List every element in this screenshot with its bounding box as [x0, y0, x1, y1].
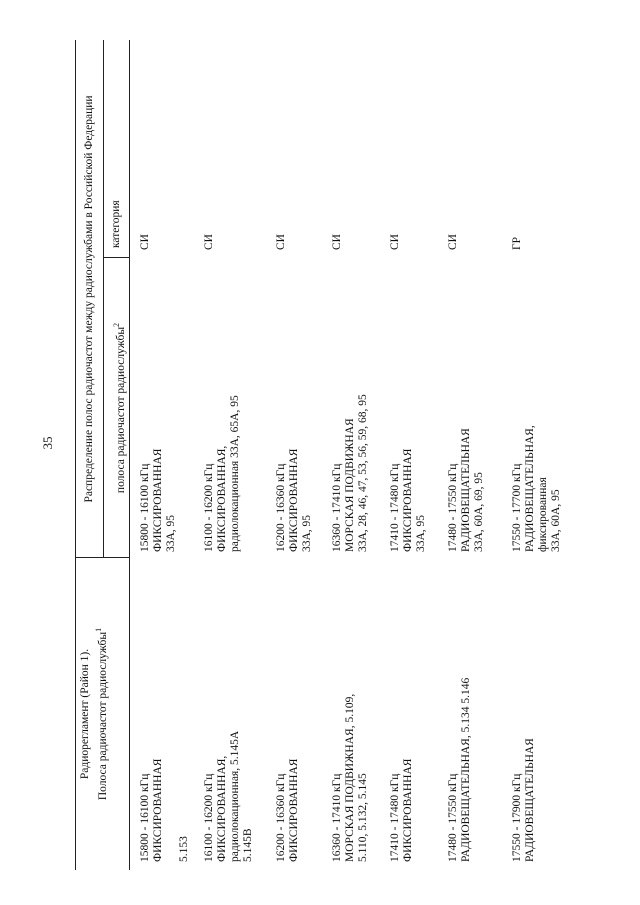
category-cell: СИ — [331, 234, 343, 250]
cell-line: 33А, 95 — [301, 514, 313, 552]
rotated-table-content — [75, 40, 605, 870]
rf-band-cell — [511, 262, 563, 552]
rf-band-cell — [447, 262, 486, 552]
cell-line: ФИКСИРОВАННАЯ — [152, 758, 164, 862]
rf-band-cell — [275, 262, 314, 552]
itu-band-cell — [275, 566, 301, 862]
cell-line — [165, 566, 178, 862]
cell-line: радиолокационная 33А, 65А, 95 — [229, 395, 241, 552]
cell-line: 5.110, 5.132, 5.145 — [357, 773, 369, 862]
itu-band-cell — [331, 566, 370, 862]
header-group-rf: Распределение полос радиочастот между радиослужбами в Российской Федерации — [83, 95, 95, 503]
itu-band-cell — [447, 566, 473, 862]
cell-line: ФИКСИРОВАННАЯ — [402, 758, 414, 862]
footnote-marker-2: 2 — [112, 322, 121, 327]
itu-band-cell — [511, 566, 537, 862]
category-cell: СИ — [275, 234, 287, 250]
cell-line: ФИКСИРОВАННАЯ — [402, 448, 414, 552]
cell-line: 16100 - 16200 кГц — [203, 773, 215, 862]
cell-line: радиолокационная, 5.145А — [229, 730, 241, 862]
rf-band-cell — [389, 262, 428, 552]
header-col-rf-band-label: полоса радиочастот радиослужбы — [114, 326, 127, 494]
cell-line: РАДИОВЕЩАТЕЛЬНАЯ — [524, 738, 536, 862]
cell-line: 15800 - 16100 кГц — [139, 463, 151, 552]
category-cell: ГР — [511, 236, 523, 250]
itu-band-cell — [203, 566, 255, 862]
header-col-itu-line1: Радиорегламент (Район 1). — [79, 648, 91, 780]
header-bottom-rule — [129, 40, 130, 870]
category-cell: СИ — [447, 234, 459, 250]
cell-line: 16100 - 16200 кГц — [203, 463, 215, 552]
footnote-marker-1: 1 — [94, 627, 103, 632]
cell-line: 16200 - 16360 кГц — [275, 773, 287, 862]
cell-line: 5.145В — [242, 828, 254, 862]
rf-band-cell — [203, 262, 242, 552]
cell-line: 16360 - 17410 кГц — [331, 773, 343, 862]
cell-line: ФИКСИРОВАННАЯ — [288, 448, 300, 552]
cell-line: 17410 - 17480 кГц — [389, 773, 401, 862]
cell-line: ФИКСИРОВАННАЯ, — [216, 755, 228, 862]
category-cell: СИ — [203, 234, 215, 250]
cell-line: 16360 - 17410 кГц — [331, 463, 343, 552]
cell-line: 17410 - 17480 кГц — [389, 463, 401, 552]
header-col-rf-band — [110, 258, 128, 558]
cell-line: РАДИОВЕЩАТЕЛЬНАЯ — [460, 428, 472, 552]
cell-line: 16200 - 16360 кГц — [275, 463, 287, 552]
cell-line: 15800 - 16100 кГц — [139, 773, 151, 862]
itu-band-cell — [139, 566, 191, 862]
rf-band-cell — [139, 262, 178, 552]
cell-line: 17550 - 17900 кГц — [511, 773, 523, 862]
cell-line: ФИКСИРОВАННАЯ, — [216, 445, 228, 552]
cell-line: 33А, 28, 46, 47, 53, 56, 59, 68, 95 — [357, 394, 369, 552]
cell-line: 5.153 — [178, 836, 190, 862]
cell-line: РАДИОВЕЩАТЕЛЬНАЯ, 5.134 5.146 — [460, 677, 472, 862]
cell-line: РАДИОВЕЩАТЕЛЬНАЯ, — [524, 425, 536, 552]
cell-line: фиксированная — [537, 477, 549, 552]
header-group-rule — [103, 40, 104, 558]
category-cell: СИ — [389, 234, 401, 250]
header-col-category: категория — [110, 200, 122, 248]
cell-line: 33А, 95 — [165, 514, 177, 552]
page-number: 35 — [40, 436, 55, 450]
category-cell: СИ — [139, 234, 151, 250]
cell-line: МОРСКАЯ ПОДВИЖНАЯ, 5.109, — [344, 693, 356, 862]
cell-line: 17480 - 17550 кГц — [447, 463, 459, 552]
cell-line: ФИКСИРОВАННАЯ — [152, 448, 164, 552]
cell-line: 33А, 95 — [415, 514, 427, 552]
cell-line: 17550 - 17700 кГц — [511, 463, 523, 552]
table-top-rule — [75, 40, 76, 870]
rf-band-cell — [331, 262, 370, 552]
cell-line: 17480 - 17550 кГц — [447, 773, 459, 862]
cell-line: 33А, 60А, 95 — [550, 489, 562, 552]
header-col-itu — [79, 558, 110, 870]
header-col-itu-line2: Полоса радиочастот радиослужбы — [96, 631, 109, 801]
itu-band-cell — [389, 566, 415, 862]
cell-line: 33А, 60А, 69, 95 — [473, 472, 485, 552]
cell-line: МОРСКАЯ ПОДВИЖНАЯ — [344, 418, 356, 552]
allocation-table — [75, 40, 605, 870]
cell-line: ФИКСИРОВАННАЯ — [288, 758, 300, 862]
